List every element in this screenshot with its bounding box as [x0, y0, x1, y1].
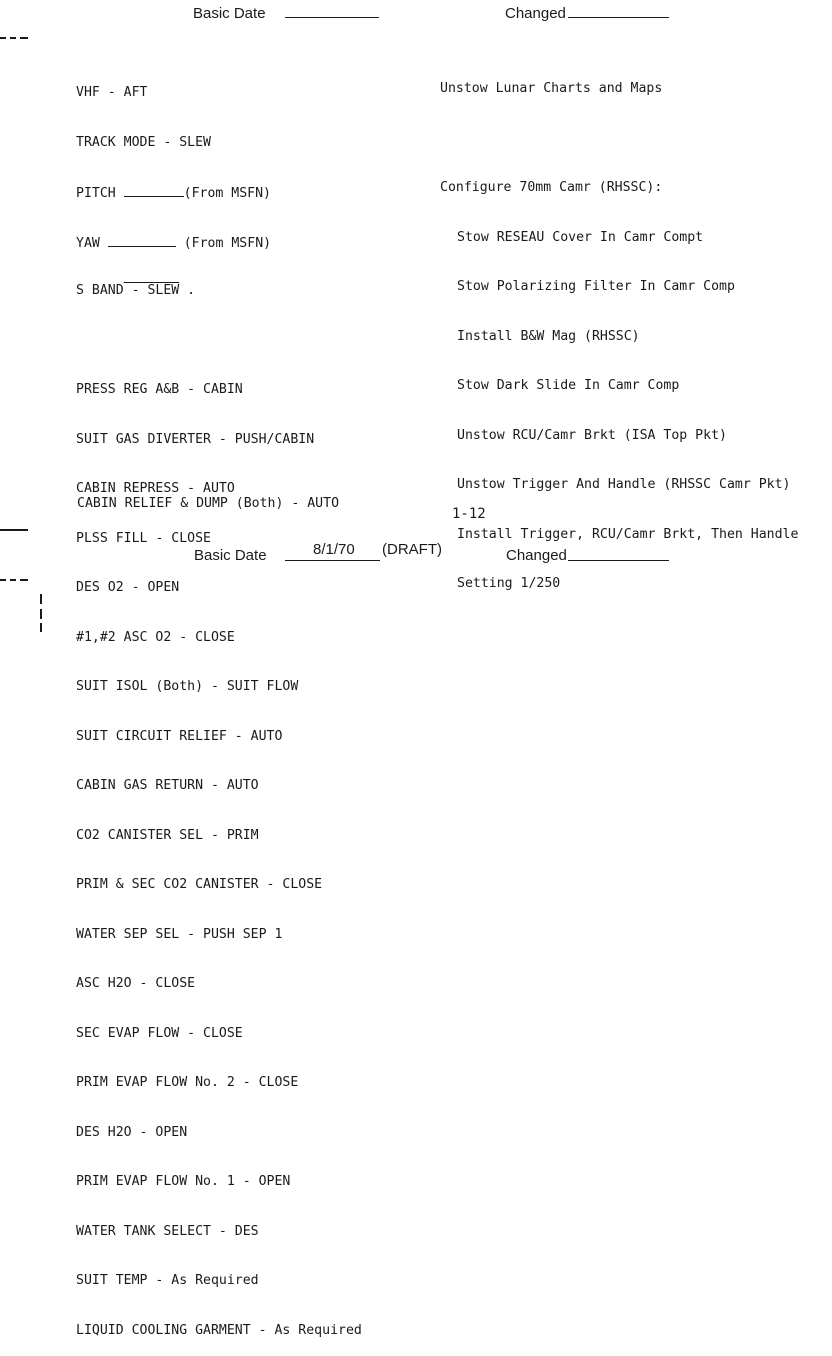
checklist-item-yaw: YAW (From MSFN)	[76, 235, 272, 251]
checklist-step: Install B&W Mag (RHSSC)	[457, 328, 640, 344]
checklist-item: SUIT CIRCUIT RELIEF - AUTO	[76, 728, 283, 744]
checklist-item: WATER SEP SEL - PUSH SEP 1	[76, 926, 283, 942]
margin-dash	[20, 579, 28, 581]
section-heading: Unstow Lunar Charts and Maps	[440, 81, 663, 96]
checklist-item: CABIN REPRESS - AUTO	[76, 481, 235, 496]
footer-draft-note: (DRAFT)	[382, 541, 442, 558]
margin-rule	[0, 529, 28, 531]
header-basic-date-label: Basic Date	[193, 5, 266, 22]
checklist-item: SEC EVAP FLOW - CLOSE	[76, 1025, 243, 1041]
header-changed-blank	[568, 17, 669, 18]
checklist-item: SUIT ISOL (Both) - SUIT FLOW	[76, 679, 299, 694]
checklist-step: Setting 1/250	[457, 576, 561, 591]
checklist-item: PRIM EVAP FLOW No. 2 - CLOSE	[76, 1075, 299, 1090]
margin-dash	[20, 37, 28, 39]
checklist-step: Stow Polarizing Filter In Camr Comp	[457, 279, 735, 294]
checklist-item: VHF - AFT	[76, 85, 148, 100]
footer-basic-date-blank	[285, 560, 380, 561]
checklist-item-sband: S BAND - SLEW .	[76, 283, 196, 298]
checklist-item: ASC H2O - CLOSE	[76, 976, 196, 991]
checklist-item: DES O2 - OPEN	[76, 580, 180, 595]
checklist-item: SUIT TEMP - As Required	[76, 1273, 259, 1288]
checklist-item: SUIT GAS DIVERTER - PUSH/CABIN	[76, 431, 315, 447]
left-checklist	[76, 52, 362, 1356]
checklist-item: #1,#2 ASC O2 - CLOSE	[76, 629, 235, 645]
blank-line	[124, 184, 184, 197]
right-checklist	[440, 48, 798, 609]
checklist-item: CABIN GAS RETURN - AUTO	[76, 778, 259, 793]
checklist-step: Unstow Trigger And Handle (RHSSC Camr Pkt)	[457, 477, 791, 492]
margin-dash	[0, 579, 6, 581]
checklist-item: PRIM & SEC CO2 CANISTER - CLOSE	[76, 877, 323, 892]
footer-changed-blank	[568, 560, 669, 561]
checklist-step: Stow RESEAU Cover In Camr Compt	[457, 229, 704, 245]
checklist-item: TRACK MODE - SLEW	[76, 134, 211, 150]
header-basic-date-blank	[285, 17, 379, 18]
footer-changed-label: Changed	[506, 547, 567, 564]
margin-dash	[10, 37, 16, 39]
blank-line	[108, 234, 176, 247]
section-heading: Configure 70mm Camr (RHSSC):	[440, 180, 663, 195]
checklist-item: DES H2O - OPEN	[76, 1124, 188, 1140]
checklist-step: Unstow RCU/Camr Brkt (ISA Top Pkt)	[457, 427, 727, 443]
margin-dash	[0, 37, 6, 39]
footer-basic-date-label: Basic Date	[194, 547, 267, 564]
margin-dash	[10, 579, 16, 581]
page-number: 1-12	[452, 506, 486, 522]
checklist-item: WATER TANK SELECT - DES	[76, 1223, 259, 1239]
checklist-item: PRIM EVAP FLOW No. 1 - OPEN	[76, 1174, 291, 1189]
checklist-item: PRESS REG A&B - CABIN	[76, 382, 243, 397]
change-bar	[40, 609, 42, 619]
checklist-item-last: CABIN RELIEF & DUMP (Both) - AUTO	[77, 496, 340, 511]
checklist-item: CO2 CANISTER SEL - PRIM	[76, 827, 259, 843]
footer-basic-date-value: 8/1/70	[313, 541, 355, 558]
header-changed-label: Changed	[505, 5, 566, 22]
change-bar	[40, 623, 42, 632]
checklist-item-pitch: PITCH (From MSFN)	[76, 186, 271, 201]
checklist-item: PLSS FILL - CLOSE	[76, 530, 211, 546]
checklist-step: Install Trigger, RCU/Camr Brkt, Then Handle	[457, 526, 799, 542]
checklist-step: Stow Dark Slide In Camr Comp	[457, 378, 680, 393]
change-bar	[40, 594, 42, 604]
checklist-item: LIQUID COOLING GARMENT - As Required	[76, 1322, 362, 1338]
